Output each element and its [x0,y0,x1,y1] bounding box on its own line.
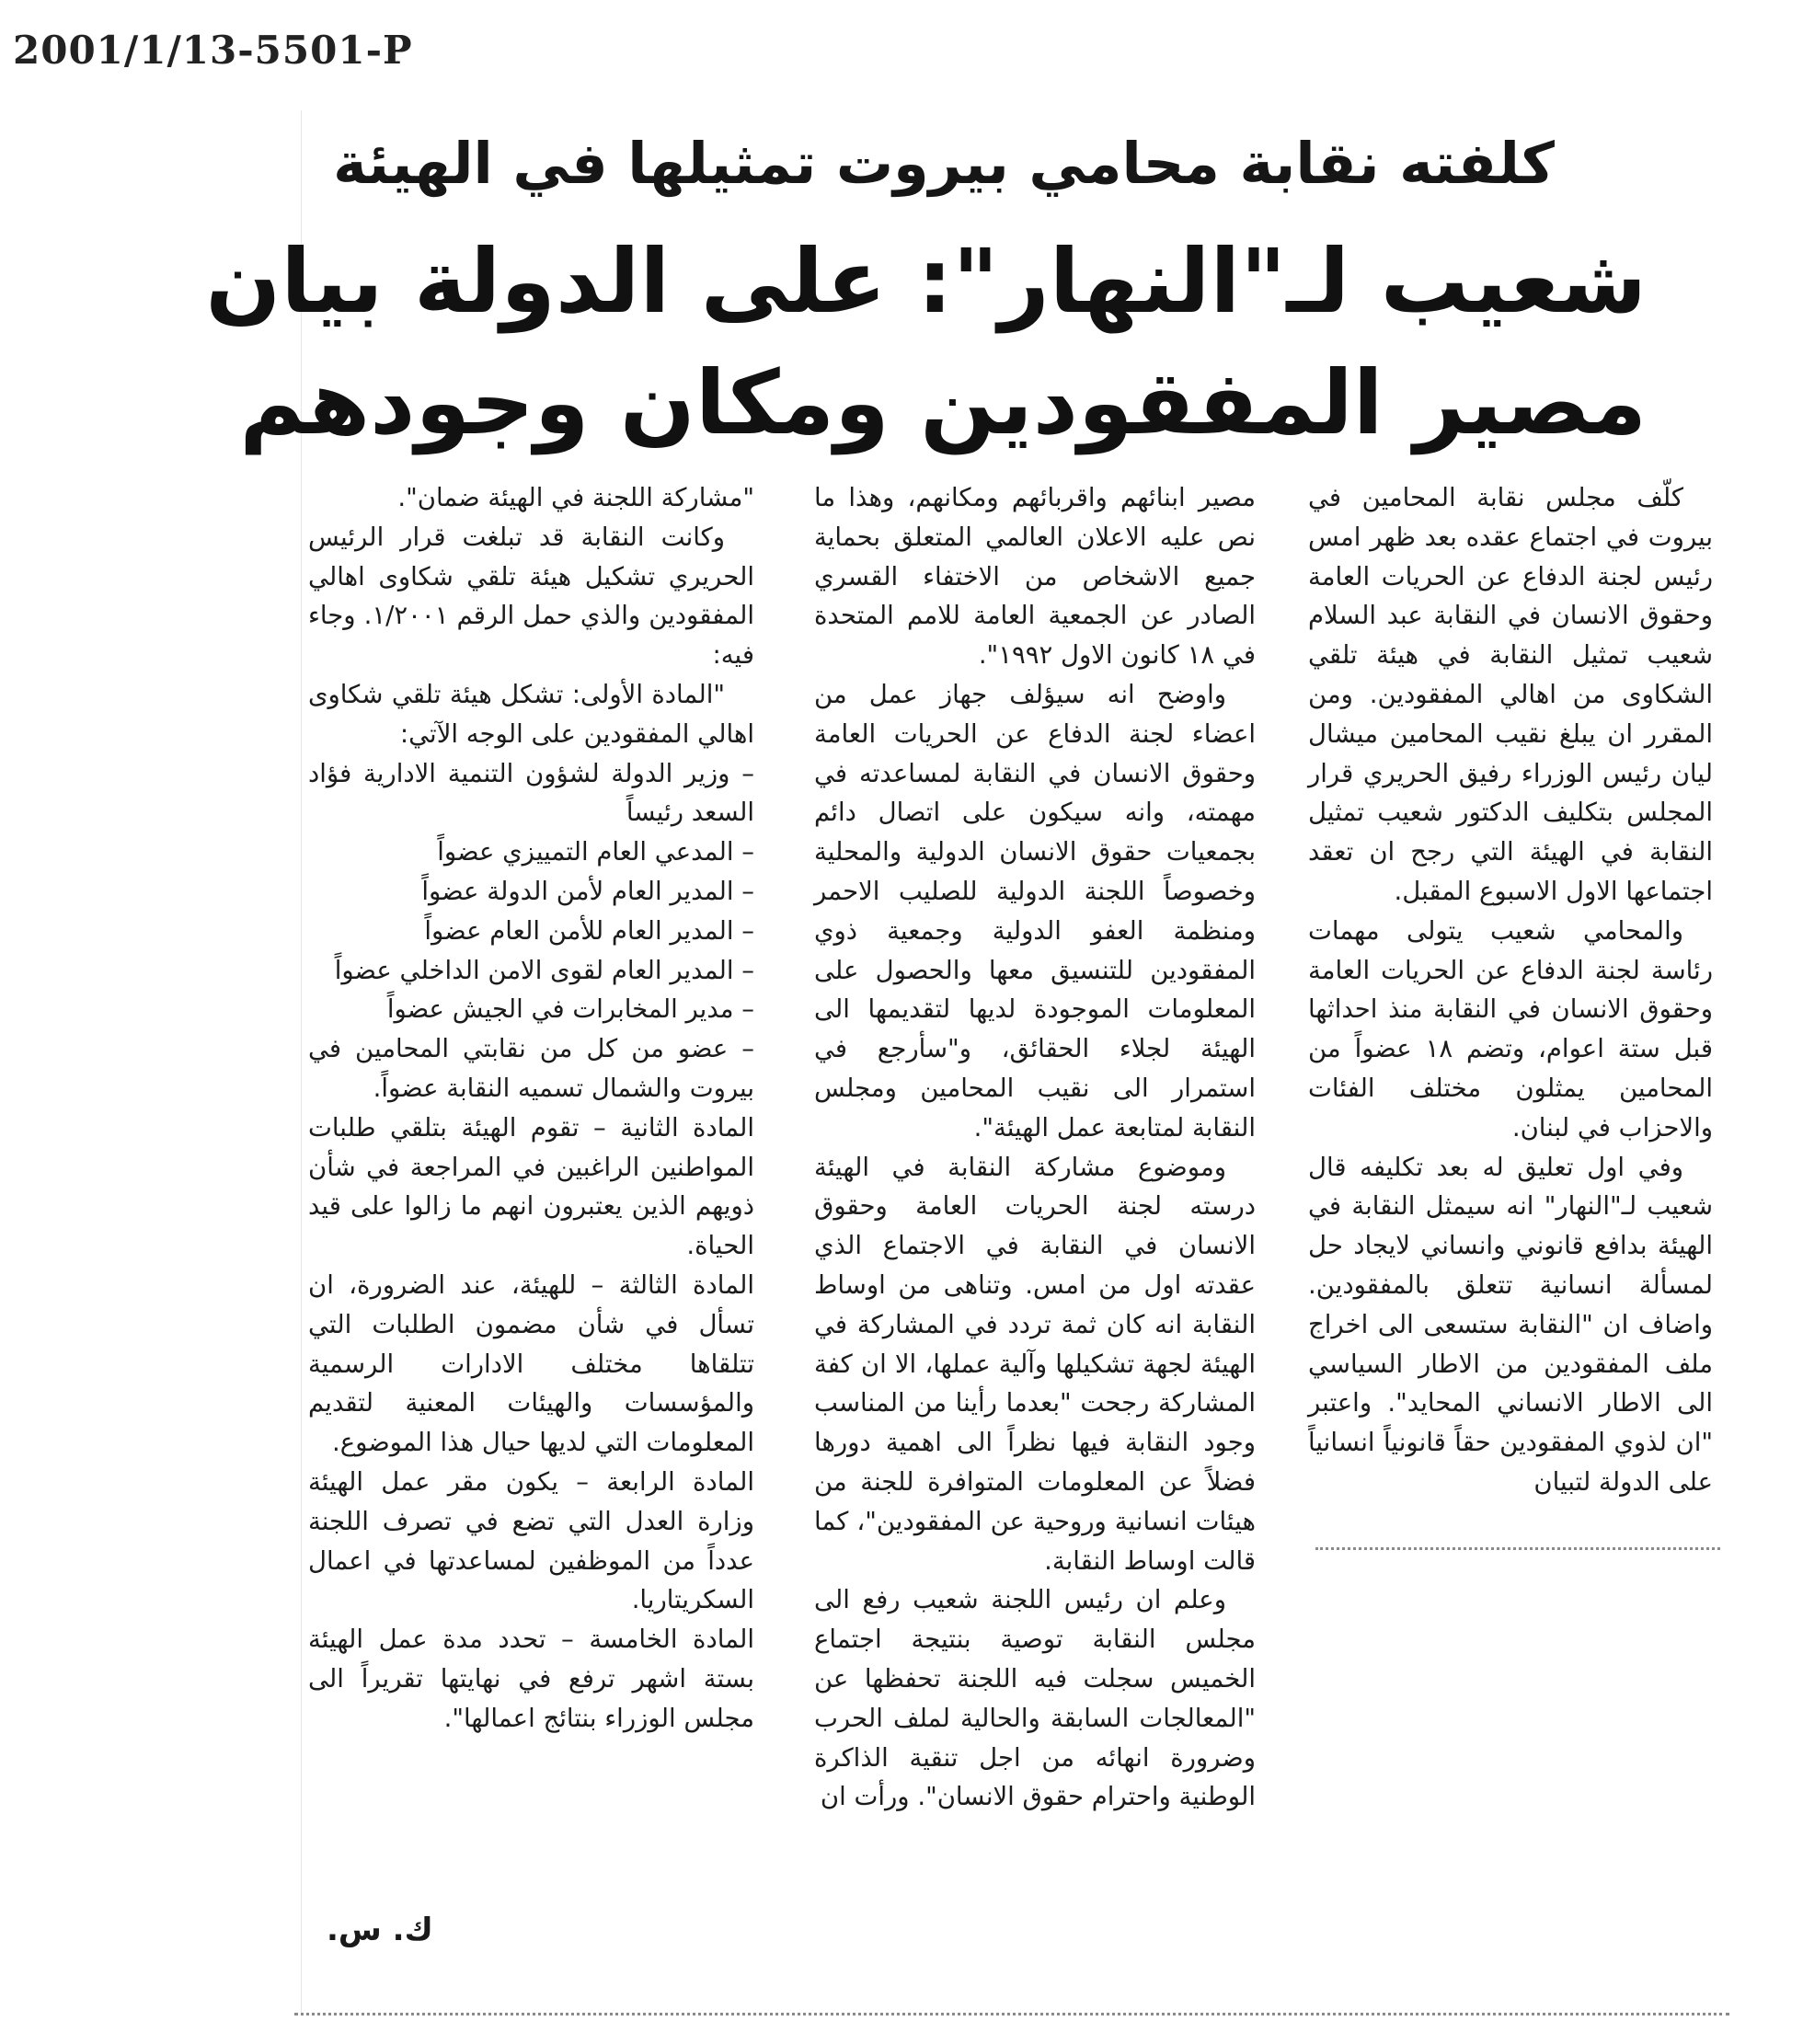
kicker-headline: كلفته نقابة محامي بيروت تمثيلها في الهيئة [333,130,1555,197]
committee-members-list [308,754,754,1108]
article-column-middle [814,478,1256,1817]
list-item: – عضو من كل من نقابتي المحامين في بيروت والشمال تسميه النقابة عضواً. [308,1034,754,1103]
paragraph: مصير ابنائهم واقربائهم ومكانهم، وهذا ما نص عليه الاعلان العالمي المتعلق بحماية جميع الاشخاص من الاختفاء القسري الصادر عن الجمعية العامة للامم المتحدة في ١٨ كانون الاول ١٩٩٢". [814,483,1256,671]
paragraph: وكانت النقابة قد تبلغت قرار الرئيس الحريري تشكيل هيئة تلقي شكاوى اهالي المفقودين والذي حمل الرقم ١/٢٠٠١. وجاء فيه: [308,522,754,671]
paragraph: والمحامي شعيب يتولى مهمات رئاسة لجنة الدفاع عن الحريات العامة وحقوق الانسان في النقابة منذ احداثها قبل ستة اعوام، وتضم ١٨ عضواً من المحامين يمثلون مختلف الفئات والاحزاب في لبنان. [1308,915,1713,1143]
main-headline [205,221,1647,464]
paragraph: "المادة الأولى: تشكل هيئة تلقي شكاوى اهالي المفقودين على الوجه الآتي: [308,679,754,749]
paragraph: وفي اول تعليق له بعد تكليفه قال شعيب لـ"النهار" انه سيمثل النقابة في الهيئة بدافع قانوني وانساني لايجاد حل لمسألة انسانية تتعلق بالمفقودين. واضاف ان "النقابة ستسعى الى اخراج ملف المفقودين من الاطار السياسي الى الاطار الانساني المحايد". واعتبر "ان لذوي المفقودين حقاً قانونياً انسانياً على الدولة لتبيان [1308,1152,1713,1497]
list-item: – وزير الدولة لشؤون التنمية الادارية فؤاد السعد رئيساً [308,758,754,828]
column-divider-dotted [1315,1547,1720,1550]
list-item: – مدير المخابرات في الجيش عضواً [386,994,754,1025]
paragraph: وموضوع مشاركة النقابة في الهيئة درسته لجنة الحريات العامة وحقوق الانسان في النقابة في الاجتماع الذي عقدته اول من امس. وتناهى من اوساط النقابة انه كان ثمة تردد في المشاركة في الهيئة لجهة تشكيلها وآلية عملها، الا ان كفة المشاركة رجحت "بعدما رأينا من المناسب وجود النقابة فيها نظراً الى اهمية دورها فضلاً عن المعلومات المتوافرة للجنة من هيئات انسانية وروحية عن المفقودين"، كما قالت اوساط النقابة. [814,1152,1256,1576]
paragraph: المادة الثانية – تقوم الهيئة بتلقي طلبات المواطنين الراغبين في المراجعة في شأن ذويهم الذين يعتبرون انهم ما زالوا على قيد الحياة. [308,1112,754,1261]
article-column-right [1308,478,1713,1502]
bottom-border-dotted [294,2013,1729,2015]
list-item: – المدير العام لأمن الدولة عضواً [421,876,754,906]
paragraph: المادة الخامسة – تحدد مدة عمل الهيئة بستة اشهر ترفع في نهايتها تقريراً الى مجلس الوزراء بنتائج اعمالها". [308,1625,754,1733]
list-item: – المدير العام لقوى الامن الداخلي عضواً [334,955,754,985]
headline-line-1: شعيب لـ"النهار": على الدولة بيان [205,230,1647,333]
headline-line-2: مصير المفقودين ومكان وجودهم [239,351,1647,454]
list-item: – المدعي العام التمييزي عضواً [437,837,754,867]
paragraph: "مشاركة اللجنة في الهيئة ضمان". [397,483,754,512]
list-item: – المدير العام للأمن العام عضواً [424,915,754,946]
paragraph: كلّف مجلس نقابة المحامين في بيروت في اجتماع عقده بعد ظهر امس رئيس لجنة الدفاع عن الحريات العامة وحقوق الانسان في النقابة عبد السلام شعيب تمثيل النقابة في هيئة تلقي الشكاوى من اهالي المفقودين. ومن المقرر ان يبلغ نقيب المحامين ميشال ليان رئيس الوزراء رفيق الحريري قرار المجلس بتكليف الدكتور شعيب تمثيل النقابة في الهيئة التي رجح ان تعقد اجتماعها الاول الاسبوع المقبل. [1308,483,1713,906]
paragraph: واوضح انه سيؤلف جهاز عمل من اعضاء لجنة الدفاع عن الحريات العامة وحقوق الانسان في النقابة لمساعدته في مهمته، وانه سيكون على اتصال دائم بجمعيات حقوق الانسان الدولية والمحلية وخصوصاً اللجنة الدولية للصليب الاحمر ومنظمة العفو الدولية وجمعية ذوي المفقودين للتنسيق معها والحصول على المعلومات الموجودة لديها لتقديمها الى الهيئة لجلاء الحقائق، و"سأرجع في استمرار الى نقيب المحامين ومجلس النقابة لمتابعة عمل الهيئة". [814,679,1256,1143]
handwritten-archive-note: 2001/1/13-5501-P [13,28,413,73]
paragraph: المادة الثالثة – للهيئة، عند الضرورة، ان تسأل في شأن مضمون الطلبات التي تتلقاها مختلف الادارات الرسمية والمؤسسات والهيئات المعنية لتقديم المعلومات التي لديها حيال هذا الموضوع. [308,1269,754,1458]
paragraph: وعلم ان رئيس اللجنة شعيب رفع الى مجلس النقابة توصية بنتيجة اجتماع الخميس سجلت فيه اللجنة تحفظها عن "المعالجات السابقة والحالية لملف الحرب وضرورة انهائه من اجل تنقية الذاكرة الوطنية واحترام حقوق الانسان". ورأت ان [814,1585,1256,1812]
article-column-left [308,478,754,1739]
paragraph: المادة الرابعة – يكون مقر عمل الهيئة وزارة العدل التي تضع في تصرف اللجنة عدداً من الموظفين لمساعدتها في اعمال السكريتاريا. [308,1466,754,1615]
author-signature: ك. س. [327,1912,433,1948]
